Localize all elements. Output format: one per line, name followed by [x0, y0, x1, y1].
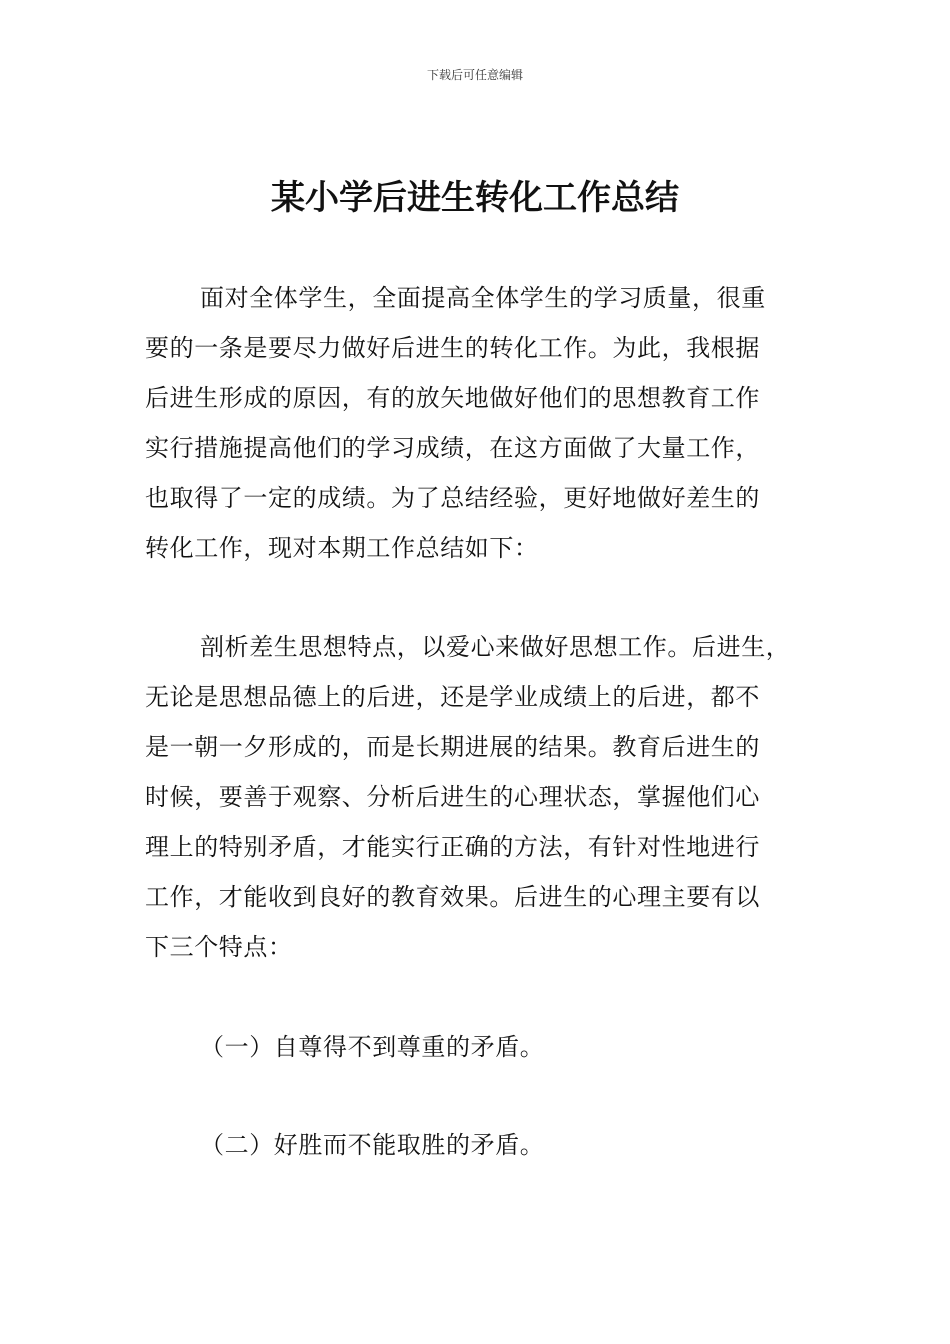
text-line: 剖析差生思想特点，以爱心来做好思想工作。后进生，	[200, 633, 791, 661]
text-line: 无论是思想品德上的后进，还是学业成绩上的后进，都不	[145, 683, 760, 711]
text-line: 要的一条是要尽力做好后进生的转化工作。为此，我根据	[145, 334, 760, 362]
text-line: 实行措施提高他们的学习成绩，在这方面做了大量工作，	[145, 434, 760, 462]
text-line: 理上的特别矛盾，才能实行正确的方法，有针对性地进行	[145, 833, 760, 861]
text-line: 下三个特点：	[145, 933, 293, 961]
paragraph-analysis	[145, 622, 835, 972]
text-line: 工作，才能收到良好的教育效果。后进生的心理主要有以	[145, 883, 760, 911]
header-note: 下载后可任意编辑	[426, 68, 523, 82]
text-line: 也取得了一定的成绩。为了总结经验，更好地做好差生的	[145, 484, 760, 512]
document-title: 某小学后进生转化工作总结	[271, 178, 679, 218]
paragraph-intro	[145, 273, 835, 573]
text-line: 面对全体学生，全面提高全体学生的学习质量，很重	[200, 284, 766, 312]
text-line: 是一朝一夕形成的，而是长期进展的结果。教育后进生的	[145, 733, 760, 761]
list-item-two: （二）好胜而不能取胜的矛盾。	[200, 1131, 545, 1159]
list-item-one: （一）自尊得不到尊重的矛盾。	[200, 1033, 545, 1061]
text-line: 后进生形成的原因，有的放矢地做好他们的思想教育工作	[145, 384, 760, 412]
text-line: 转化工作，现对本期工作总结如下：	[145, 534, 539, 562]
text-line: 时候，要善于观察、分析后进生的心理状态，掌握他们心	[145, 783, 760, 811]
